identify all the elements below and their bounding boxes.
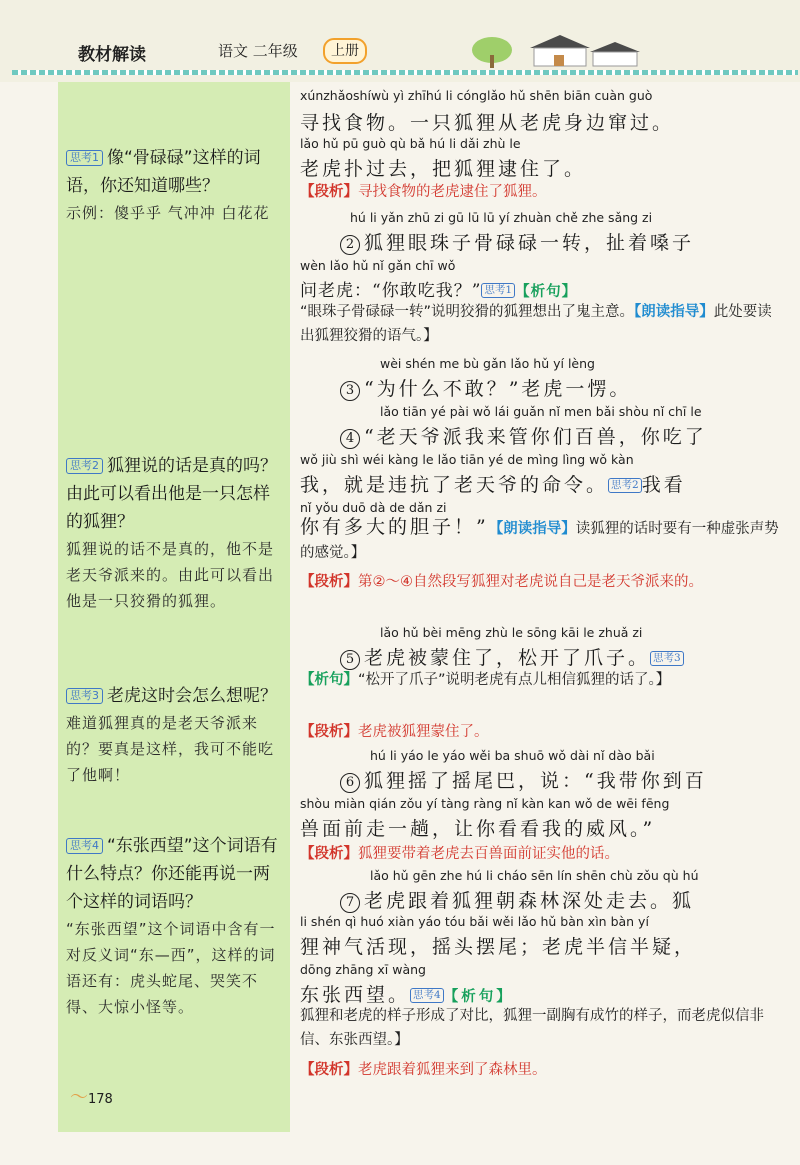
- paragraph-analysis: 【段析】老虎被狐狸蒙住了。: [300, 724, 489, 740]
- pinyin-line: hú li yáo le yáo wěi ba shuō wǒ dài nǐ dào bǎi: [370, 748, 655, 763]
- pinyin-line: lǎo hǔ gēn zhe hú li cháo sēn lín shēn chù zǒu qù hú: [370, 868, 699, 883]
- pinyin-line: hú li yǎn zhū zi gū lū lū yí zhuàn chě zhe sǎng zi: [350, 210, 653, 225]
- header-rule: [12, 70, 798, 75]
- volume-badge: 上册: [323, 38, 367, 64]
- text-line: 7 老虎跟着狐狸朝森林深处走去。狐: [340, 886, 800, 913]
- think-question: “东张西望”这个词语有什么特点？你还能再说一两个这样的词语吗？: [66, 836, 278, 912]
- think-card-1: [66, 144, 286, 226]
- pinyin-line: dōng zhāng xī wàng: [300, 962, 426, 977]
- think-card-3: [66, 682, 286, 788]
- think-tag: 思考4: [66, 838, 103, 854]
- think-card-4: [66, 832, 286, 1020]
- pinyin-line: lǎo tiān yé pài wǒ lái guǎn nǐ men bǎi shòu nǐ chī le: [380, 404, 702, 419]
- think-tag: 思考4: [410, 988, 444, 1003]
- text-line: 6 狐狸摇了摇尾巴，说：“我带你到百: [340, 766, 800, 793]
- header-title: 教材解读: [78, 45, 146, 65]
- text-line: 寻找食物。一只狐狸从老虎身边窜过。: [300, 112, 675, 134]
- think-answer: “东张西望”这个词语中含有一对反义词“东—西”，这样的词语还有：虎头蛇尾、哭笑不得、大惊小怪等。: [66, 920, 276, 1016]
- think-answer: 示例：傻乎乎 气冲冲 白花花: [66, 204, 270, 222]
- think-tag: 思考3: [650, 651, 684, 666]
- think-question: 老虎这时会怎么想呢？: [107, 686, 277, 706]
- paragraph-analysis: 【段析】寻找食物的老虎逮住了狐狸。: [300, 184, 547, 200]
- pinyin-line: lǎo hǔ bèi mēng zhù le sōng kāi le zhuǎ zi: [380, 625, 643, 640]
- page-header: [0, 0, 800, 82]
- page-curl-icon: 〜: [70, 1087, 88, 1108]
- pinyin-line: shòu miàn qián zǒu yí tàng ràng nǐ kàn kan wǒ de wēi fēng: [300, 796, 670, 811]
- pinyin-line: xúnzhǎoshíwù yì zhīhú li cónglǎo hǔ shēn biān cuàn guò: [300, 88, 653, 103]
- paragraph-analysis: 【段析】老虎跟着狐狸来到了森林里。: [300, 1062, 547, 1078]
- think-tag: 思考2: [66, 458, 103, 474]
- paragraph-analysis: 【段析】第②～④自然段写狐狸对老虎说自己是老天爷派来的。: [300, 574, 703, 590]
- pinyin-line: lǎo hǔ pū guò qù bǎ hú li dǎi zhù le: [300, 136, 521, 151]
- think-card-2: [66, 452, 286, 614]
- think-answer: 狐狸说的话不是真的，他不是老天爷派来的。由此可以看出他是一只狡猾的狐狸。: [66, 540, 275, 610]
- think-question: 像“骨碌碌”这样的词语，你还知道哪些？: [66, 148, 261, 196]
- pinyin-line: wèi shén me bù gǎn lǎo hǔ yí lèng: [380, 356, 595, 371]
- header-subject: 语文 二年级: [218, 42, 298, 60]
- pinyin-line: wǒ jiù shì wéi kàng le lǎo tiān yé de mìng lìng wǒ kàn: [300, 452, 634, 467]
- paragraph-number: 3: [340, 381, 360, 401]
- text-line: 3 “为什么不敢？”老虎一愣。: [340, 374, 800, 401]
- text-line: 兽面前走一趟，让你看看我的威风。”: [300, 818, 656, 840]
- sentence-analysis: “眼珠子骨碌碌一转”说明狡猾的狐狸想出了鬼主意。【朗读指导】此处要读出狐狸狡猾的语气。】: [300, 304, 772, 344]
- text-line: 东张西望。 思考4 【析句】: [300, 984, 514, 1006]
- think-tag: 思考1: [481, 283, 515, 298]
- think-answer: 难道狐狸真的是老天爷派来的？要真是这样，我可不能吃了他啊！: [66, 714, 275, 784]
- text-line: 4 “老天爷派我来管你们百兽，你吃了: [340, 422, 800, 449]
- paragraph-analysis: 【段析】狐狸要带着老虎去百兽面前证实他的话。: [300, 846, 619, 862]
- paragraph-number: 6: [340, 773, 360, 793]
- pinyin-line: wèn lǎo hǔ nǐ gǎn chī wǒ: [300, 258, 456, 273]
- pinyin-line: nǐ yǒu duō dà de dǎn zi: [300, 500, 447, 515]
- paragraph-number: 4: [340, 429, 360, 449]
- think-tag: 思考3: [66, 688, 103, 704]
- pinyin-line: li shén qì huó xiàn yáo tóu bǎi wěi lǎo hǔ bàn xìn bàn yí: [300, 914, 649, 929]
- paragraph-number: 2: [340, 235, 360, 255]
- think-tag: 思考2: [608, 478, 642, 493]
- page-number: 〜178: [70, 1087, 113, 1108]
- text-line: 老虎扑过去，把狐狸逮住了。: [300, 158, 587, 180]
- think-question: 狐狸说的话是真的吗？由此可以看出他是一只怎样的狐狸？: [66, 456, 277, 532]
- think-tag: 思考1: [66, 150, 103, 166]
- text-line: 5 老虎被蒙住了，松开了爪子。 思考3: [340, 643, 800, 670]
- paragraph-number: 7: [340, 893, 360, 913]
- house-tree-illustration: [470, 30, 645, 70]
- reading-guide: 你有多大的胆子！”【朗读指导】读狐狸的话时要有一种虚张声势的感觉。】: [300, 516, 779, 561]
- text-line: 狸神气活现，摇头摆尾；老虎半信半疑，: [300, 936, 697, 958]
- text-line: 问老虎：“你敢吃我？” 思考1 【析句】: [300, 281, 578, 301]
- sidebar-thinking-notes: [58, 82, 290, 1132]
- paragraph-number: 5: [340, 650, 360, 670]
- text-line: 2 狐狸眼珠子骨碌碌一转，扯着嗓子: [340, 228, 800, 255]
- sentence-analysis: 狐狸和老虎的样子形成了对比，狐狸一副胸有成竹的样子，而老虎似信非信、东张西望。】: [300, 1008, 764, 1048]
- sentence-analysis: 【析句】“松开了爪子”说明老虎有点儿相信狐狸的话了。】: [300, 672, 671, 688]
- text-line: 我，就是违抗了老天爷的命令。 思考2 我看: [300, 474, 686, 496]
